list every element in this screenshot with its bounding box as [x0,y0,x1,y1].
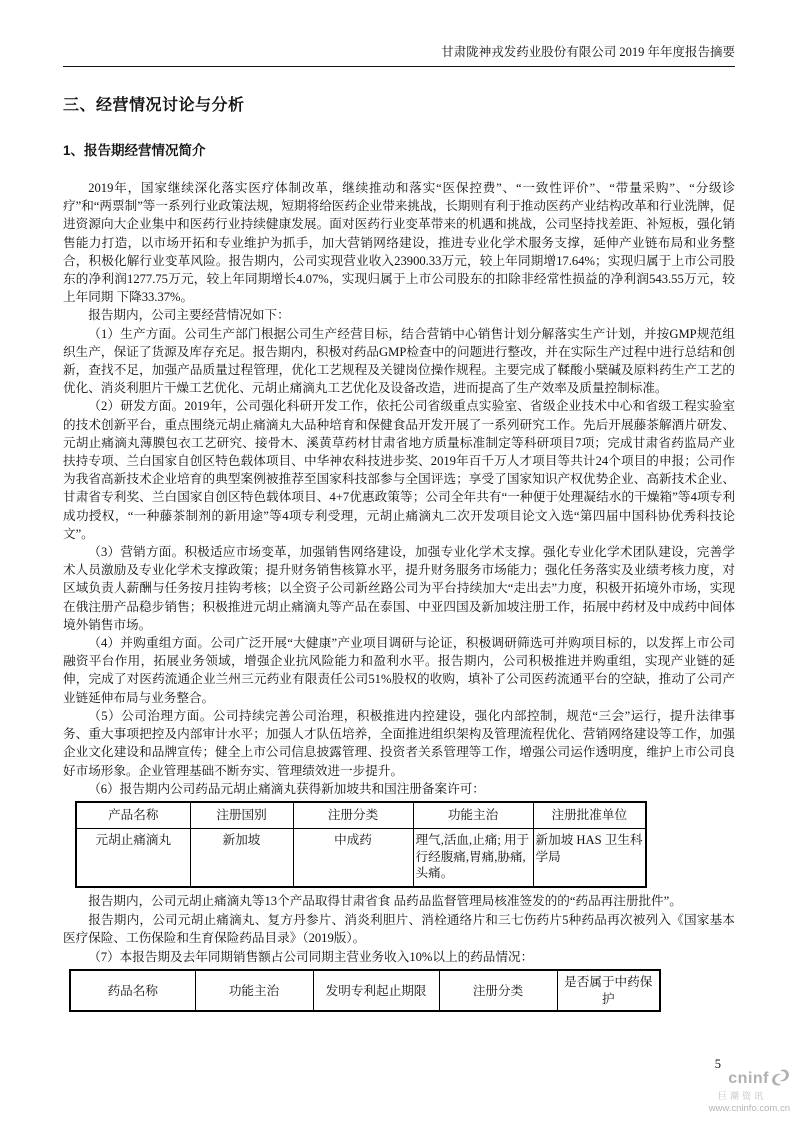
col-header-product-name: 产品名称 [76,802,190,829]
cninfo-logo-text: cninf [728,1070,769,1087]
section-title: 三、经营情况讨论与分析 [63,97,245,114]
col-header-patent-period: 发明专利起止期限 [313,970,439,1011]
paragraph-major-drugs-intro: （7）本报告期及去年同期销售额占公司同期主营业务收入10%以上的药品情况： [88,949,534,964]
paragraph-mergers: （4）并购重组方面。公司广泛开展“大健康”产业项目调研与论证，积极调研筛选可并购项目标的，以发挥上市公司融资平台作用，拓展业务领域，增强企业抗风险能力和盈利水平。报告期内，公司积极推进并购重组，实现产业链的延伸，完成了对医药流通企业兰州三元药业有限责任公司51%股权的收购，填补了公司医药流通平台的空缺，推动了公司产业链延伸布局与业务整合。 [63,636,735,705]
paragraph-production: （1）生产方面。公司生产部门根据公司生产经营目标，结合营销中心销售计划分解落实生产计划，并按GMP规范组织生产，保证了货源及库存充足。报告期内，积极对药品GMP检查中的问题进行整改，并在实际生产过程中进行总结和创新，查找不足，加强产品质量过程管理，优化工艺规程及关键岗位操作规程。主要完成了鞣酸小檗碱及原料药生产工艺的优化、消炎利胆片干燥工艺优化、元胡止痛滴丸工艺优化及设备改造，进而提高了生产效率及质量控制标准。 [63,326,735,396]
cell-product-name: 元胡止痛滴丸 [76,829,190,887]
cninfo-logo-caption: 巨潮资讯 [717,1090,766,1101]
cninfo-logo-url: www.cninfo.com.cn [708,1102,790,1114]
col-header-tcm-protection: 是否属于中药保护 [557,970,660,1011]
body-text-block [63,179,735,798]
paragraph-research: （2）研发方面。2019年，公司强化科研开发工作，依托公司省级重点实验室、省级企业技术中心和省级工程实验室的技术创新平台，重点围绕元胡止痛滴丸大品种培育和保健食品开发开展了一系列研究工作。先后开展藤茶解酒片研发、元胡止痛滴丸薄膜包衣工艺研究、接骨木、溪黄草药材甘肃省地方质量标准制定等科研项目7项；完成甘肃省药监局产业扶持专项、兰白国家自创区特色载体项目、中华神农科技进步奖、2019年百千万人才项目等共计24个项目的申报；公司作为我省高新技术企业培育的典型案例被推荐至国家科技部参与全国评选；享受了国家知识产权优势企业、高新技术企业、甘肃省专利奖、兰白国家自创区特色载体项目、4+7优惠政策等；公司全年共有“一种便于处理凝结水的干燥箱”等4项专利成功授权，“一种藤茶制剂的新用途”等4项专利受理，元胡止痛滴丸二次开发项目论文入选“第四届中国科协优秀科技论文”。 [63,399,735,541]
paragraph-industry-overview: 2019年，国家继续深化落实医疗体制改革，继续推动和落实“医保控费”、“一致性评价”、“带量采购”、“分级诊疗”和“两票制”等一系列行业政策法规，短期将给医药企业带来挑战，长期则有利于推动医药产业结构改革和行业洗牌，促进资源向大企业集中和医药行业持续健康发展。面对医药行业变革带来的机遇和挑战，公司坚持找差距、补短板，强化销售能力打造，以市场开拓和专业维护为抓手，加大营销网络建设，推进专业化学术服务支撑，延伸产业链布局和业务整合，积极化解行业变革风险。报告期内，公司实现营业收入23900.33万元，较上年同期增17.64%；实现归属于上市公司股东的净利润1277.75万元，较上年同期增长4.07%，实现归属于上市公司股东的扣除非经常性损益的净利润543.55万元，较上年同期 下降33.37%。 [63,181,735,305]
cninfo-logo [680,1069,790,1114]
cell-approval-authority: 新加坡 HAS 卫生科学局 [533,829,646,887]
col-header-indications: 功能主治 [195,970,313,1011]
table-header-row [76,802,646,829]
table-row [76,829,646,887]
table-header-row [70,970,660,1011]
subsection-title: 1、报告期经营情况简介 [63,143,206,158]
cell-registration-country: 新加坡 [190,829,293,887]
singapore-registration-table [75,801,647,888]
col-header-registration-class: 注册分类 [439,970,557,1011]
paragraph-governance: （5）公司治理方面。公司持续完善公司治理，积极推进内控建设，强化内部控制，规范“三会”运行，提升法律事务、重大事项把控及内部审计水平；加强人才队伍培养，全面推进组织架构及管理流程优化、营销网络建设等工作，加强企业文化建设和品牌宣传；健全上市公司信息披露管理、投资者关系管理等工作，增强公司运作透明度，维护上市公司良好市场形象。企业管理基础不断夯实、管理绩效进一步提升。 [63,708,735,778]
col-header-indications: 功能主治 [413,802,533,829]
col-header-drug-name: 药品名称 [70,970,195,1011]
cell-registration-class: 中成药 [293,829,413,887]
cell-indications: 理气,活血,止痛; 用于行经腹痛,胃痛,胁痛,头痛。 [413,829,533,887]
header-rule-divider [63,66,735,67]
col-header-approval-authority: 注册批准单位 [533,802,646,829]
major-drugs-table [69,969,661,1012]
paragraph-marketing: （3）营销方面。积极适应市场变革，加强销售网络建设，加强专业化学术支撑。强化专业化学术团队建设，完善学术人员激励及专业化学术支撑政策；提升财务销售核算水平，提升财务服务市场能力；强化任务落实及业绩考核力度，对区域负责人薪酬与任务按月挂钩考核；以全资子公司新丝路公司为平台持续加大“走出去”力度，积极开拓境外市场，实现在俄注册产品稳步销售；积极推进元胡止痛滴丸等产品在泰国、中亚四国及新加坡注册工作，拓展中药材及中成药中间体境外销售市场。 [63,545,735,632]
page-number: 5 [714,1057,721,1071]
doc-header [63,44,735,60]
col-header-registration-class: 注册分类 [293,802,413,829]
paragraph-singapore-registration-intro: （6）报告期内公司药品元胡止痛滴丸获得新加坡共和国注册备案许可： [88,781,485,796]
paragraph-insurance-catalog: 报告期内，公司元胡止痛滴丸、复方丹参片、消炎利胆片、消栓通络片和三七伤药片5种药品再次被列入《国家基本医疗保险、工伤保险和生育保险药品目录》（2019版）。 [63,912,735,946]
paragraph-reregistration: 报告期内，公司元胡止痛滴丸等13个产品取得甘肃省食 品药品监督管理局核准签发的的“药品再注册批件”。 [88,893,682,908]
doc-header-title: 甘肃陇神戎发药业股份有限公司 2019 年年度报告摘要 [441,45,735,59]
cninfo-logo-top [680,1069,790,1090]
col-header-registration-country: 注册国别 [190,802,293,829]
cninfo-swirl-icon [771,1069,790,1090]
paragraph-operations-intro: 报告期内，公司主要经营情况如下： [88,308,290,323]
